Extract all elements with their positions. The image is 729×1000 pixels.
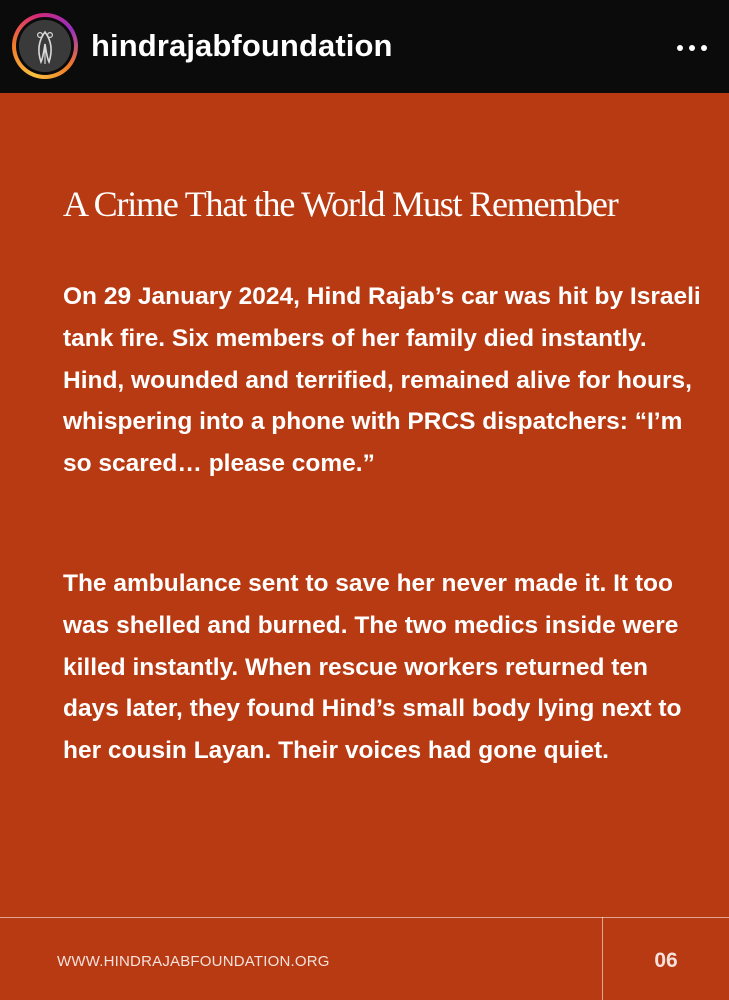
footer-website-url: WWW.HINDRAJABFOUNDATION.ORG: [57, 953, 330, 970]
more-options-icon[interactable]: [672, 30, 712, 66]
post-title: A Crime That the World Must Remember: [63, 184, 618, 224]
profile-avatar[interactable]: [12, 13, 78, 79]
foundation-logo-icon: [19, 20, 71, 72]
footer-divider: [0, 917, 729, 918]
profile-username[interactable]: hindrajabfoundation: [91, 28, 393, 63]
post-header: [0, 0, 729, 93]
post-paragraph-1: On 29 January 2024, Hind Rajab’s car was hit by Israeli tank fire. Six members of her family died instantly. Hind, wounded and terrified, remained alive for hours, whispering into a phone with PRCS dispatchers: “I’m so scared… please come.”: [63, 283, 701, 478]
page-number: 06: [654, 949, 678, 972]
post-paragraph-2: The ambulance sent to save her never made it. It too was shelled and burned. The two medics inside were killed instantly. When rescue workers returned ten days later, they found Hind’s small body lying next to her cousin Layan. Their voices had gone quiet.: [63, 570, 682, 765]
